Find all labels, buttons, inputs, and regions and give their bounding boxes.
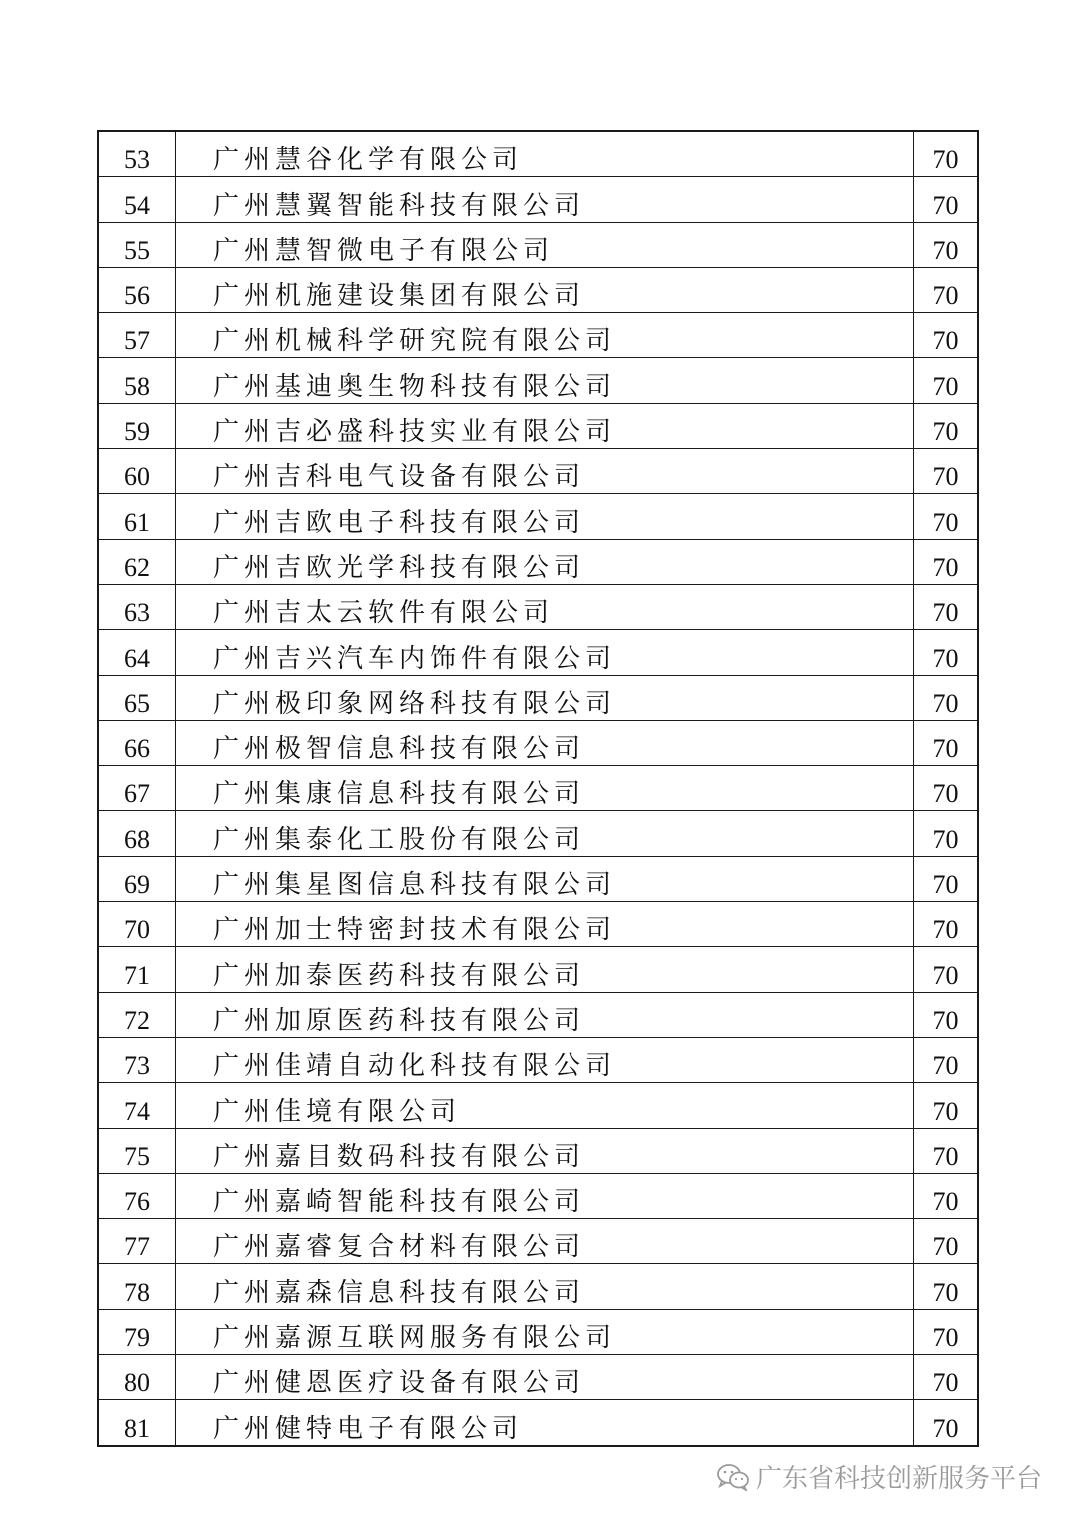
table-row	[98, 222, 978, 267]
company-name: 广州嘉目数码科技有限公司	[176, 1128, 914, 1173]
company-name: 广州嘉源互联网服务有限公司	[176, 1309, 914, 1354]
company-name: 广州佳靖自动化科技有限公司	[176, 1037, 914, 1082]
score: 70	[914, 1037, 979, 1082]
score: 70	[914, 1309, 979, 1354]
table-row	[98, 1173, 978, 1218]
company-name: 广州慧翼智能科技有限公司	[176, 177, 914, 222]
table-row	[98, 177, 978, 222]
table-row	[98, 1037, 978, 1082]
company-name: 广州吉兴汽车内饰件有限公司	[176, 630, 914, 675]
row-number: 54	[98, 177, 176, 222]
table-row	[98, 1128, 978, 1173]
row-number: 70	[98, 902, 176, 947]
table-row	[98, 131, 978, 177]
row-number: 75	[98, 1128, 176, 1173]
company-name: 广州吉太云软件有限公司	[176, 584, 914, 629]
row-number: 57	[98, 313, 176, 358]
score: 70	[914, 313, 979, 358]
score: 70	[914, 403, 979, 448]
score: 70	[914, 992, 979, 1037]
company-name: 广州机施建设集团有限公司	[176, 267, 914, 312]
table-row	[98, 947, 978, 992]
table-body	[98, 131, 978, 1446]
score: 70	[914, 1128, 979, 1173]
score: 70	[914, 494, 979, 539]
table-row	[98, 630, 978, 675]
score: 70	[914, 1400, 979, 1446]
row-number: 72	[98, 992, 176, 1037]
table-row	[98, 449, 978, 494]
row-number: 79	[98, 1309, 176, 1354]
score: 70	[914, 584, 979, 629]
score: 70	[914, 675, 979, 720]
company-name: 广州慧谷化学有限公司	[176, 131, 914, 177]
table-row	[98, 675, 978, 720]
table-row	[98, 1355, 978, 1400]
table-row	[98, 720, 978, 765]
company-name: 广州集星图信息科技有限公司	[176, 856, 914, 901]
score: 70	[914, 539, 979, 584]
score: 70	[914, 720, 979, 765]
row-number: 74	[98, 1083, 176, 1128]
row-number: 53	[98, 131, 176, 177]
score: 70	[914, 856, 979, 901]
company-name: 广州慧智微电子有限公司	[176, 222, 914, 267]
company-name: 广州集康信息科技有限公司	[176, 766, 914, 811]
company-name: 广州基迪奥生物科技有限公司	[176, 358, 914, 403]
table-row	[98, 856, 978, 901]
table-row	[98, 313, 978, 358]
company-name: 广州集泰化工股份有限公司	[176, 811, 914, 856]
table-row	[98, 1400, 978, 1446]
row-number: 62	[98, 539, 176, 584]
company-name: 广州加泰医药科技有限公司	[176, 947, 914, 992]
row-number: 71	[98, 947, 176, 992]
company-name: 广州极智信息科技有限公司	[176, 720, 914, 765]
row-number: 65	[98, 675, 176, 720]
score: 70	[914, 1219, 979, 1264]
table-row	[98, 811, 978, 856]
table-row	[98, 1264, 978, 1309]
company-name: 广州极印象网络科技有限公司	[176, 675, 914, 720]
table-row	[98, 584, 978, 629]
score: 70	[914, 947, 979, 992]
row-number: 77	[98, 1219, 176, 1264]
company-name: 广州嘉崎智能科技有限公司	[176, 1173, 914, 1218]
watermark-text: 广东省科技创新服务平台	[755, 1464, 1042, 1494]
row-number: 58	[98, 358, 176, 403]
score: 70	[914, 222, 979, 267]
score: 70	[914, 177, 979, 222]
company-name: 广州嘉森信息科技有限公司	[176, 1264, 914, 1309]
watermark	[716, 1458, 1042, 1495]
company-name: 广州吉必盛科技实业有限公司	[176, 403, 914, 448]
table-row	[98, 1219, 978, 1264]
row-number: 64	[98, 630, 176, 675]
wechat-icon	[716, 1463, 750, 1491]
company-table	[97, 130, 979, 1447]
table-row	[98, 992, 978, 1037]
table-row	[98, 358, 978, 403]
table-row	[98, 1083, 978, 1128]
row-number: 63	[98, 584, 176, 629]
row-number: 80	[98, 1355, 176, 1400]
row-number: 73	[98, 1037, 176, 1082]
row-number: 68	[98, 811, 176, 856]
table-row	[98, 539, 978, 584]
row-number: 76	[98, 1173, 176, 1218]
company-name: 广州佳境有限公司	[176, 1083, 914, 1128]
table-row	[98, 494, 978, 539]
row-number: 59	[98, 403, 176, 448]
company-name: 广州机械科学研究院有限公司	[176, 313, 914, 358]
company-name: 广州加士特密封技术有限公司	[176, 902, 914, 947]
table-row	[98, 766, 978, 811]
score: 70	[914, 267, 979, 312]
company-name: 广州嘉睿复合材料有限公司	[176, 1219, 914, 1264]
score: 70	[914, 449, 979, 494]
table-row	[98, 403, 978, 448]
table-row	[98, 902, 978, 947]
row-number: 81	[98, 1400, 176, 1446]
score: 70	[914, 358, 979, 403]
score: 70	[914, 131, 979, 177]
score: 70	[914, 766, 979, 811]
row-number: 69	[98, 856, 176, 901]
score: 70	[914, 902, 979, 947]
row-number: 66	[98, 720, 176, 765]
company-name: 广州吉欧电子科技有限公司	[176, 494, 914, 539]
score: 70	[914, 630, 979, 675]
score: 70	[914, 1083, 979, 1128]
company-name: 广州吉科电气设备有限公司	[176, 449, 914, 494]
table-row	[98, 267, 978, 312]
row-number: 61	[98, 494, 176, 539]
score: 70	[914, 1264, 979, 1309]
company-name: 广州健恩医疗设备有限公司	[176, 1355, 914, 1400]
row-number: 78	[98, 1264, 176, 1309]
score: 70	[914, 1355, 979, 1400]
company-name: 广州吉欧光学科技有限公司	[176, 539, 914, 584]
row-number: 67	[98, 766, 176, 811]
row-number: 55	[98, 222, 176, 267]
company-name: 广州健特电子有限公司	[176, 1400, 914, 1446]
row-number: 60	[98, 449, 176, 494]
score: 70	[914, 1173, 979, 1218]
row-number: 56	[98, 267, 176, 312]
table-row	[98, 1309, 978, 1354]
company-name: 广州加原医药科技有限公司	[176, 992, 914, 1037]
score: 70	[914, 811, 979, 856]
